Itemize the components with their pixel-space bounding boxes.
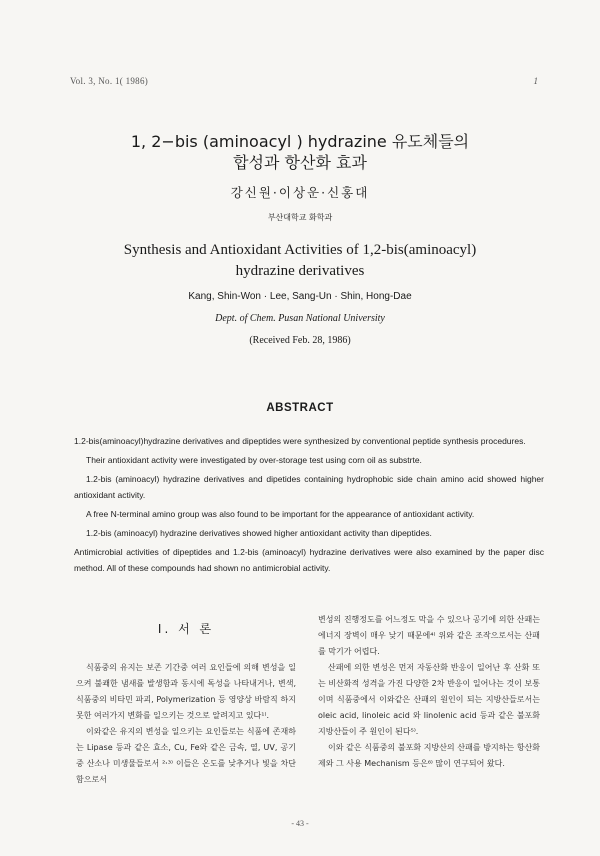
abstract-body <box>74 433 544 579</box>
english-authors: Kang, Shin-Won · Lee, Sang-Un · Shin, Hong-Dae <box>188 291 412 302</box>
english-title <box>0 240 600 282</box>
abstract-paragraph: A free N-terminal amino group was also found to be important for the appearance of antioxidant activity. <box>86 509 475 519</box>
english-title-line1: Synthesis and Antioxidant Activities of 1,2-bis(aminoacyl) <box>123 242 477 258</box>
body-paragraph: 이와 같은 식품중의 불포화 지방산의 산패를 방지하는 항산화제와 그 사용 Mechanism 등은⁶⁾ 많이 연구되어 왔다. <box>318 743 540 768</box>
journal-issue: Vol. 3, No. 1( 1986) <box>70 76 149 86</box>
abstract-paragraph: 1.2-bis (aminoacyl) hydrazine derivatives and dipetides containing hydrophobic side chain amino acid showed higher antioxidant activity. <box>74 474 544 500</box>
section-heading-introduction: I. 서 론 <box>157 622 215 636</box>
body-left-column <box>76 660 296 788</box>
page-footer: - 43 - <box>291 819 309 828</box>
body-paragraph: 변성의 진행정도를 어느정도 막을 수 있으나 공기에 의한 산패는 에너지 장벽이 매우 낮기 때문에⁴⁾ 위와 같은 조작으로서는 산패를 막기가 어렵다. <box>318 615 540 656</box>
received-date: (Received Feb. 28, 1986) <box>249 335 351 346</box>
english-title-line2: hydrazine derivatives <box>235 263 365 279</box>
abstract-paragraph: 1.2-bis(aminoacyl)hydrazine derivatives and dipeptides were synthesized by conventional peptide synthesis procedures. <box>74 436 526 446</box>
page-number: 1 <box>533 76 538 86</box>
korean-authors: 강신원·이상운·신홍대 <box>230 185 370 200</box>
body-right-column <box>318 612 540 772</box>
abstract-heading: ABSTRACT <box>266 402 334 414</box>
english-affiliation: Dept. of Chem. Pusan National University <box>215 313 385 324</box>
body-paragraph: 식품중의 유지는 보존 기간중 여러 요인들에 의해 변성을 일으켜 불쾌한 냄새를 발생함과 동시에 독성을 나타내거나, 변색, 식품중의 비타민 파괴, Polymerization 등 영양상 바람직 하지 못한 여러가지 변화를 일으키는 것으로 알려지고 있다¹⁾. <box>76 663 296 720</box>
korean-affiliation: 부산대학교 화학과 <box>267 213 333 222</box>
body-paragraph: 산패에 의한 변성은 먼저 자동산화 반응이 일어난 후 산화 또는 비산화적 성격을 가진 다양한 2차 반응이 일어나는 것이 보통이며 식품중에서 이와같은 산패의 원인이 되는 지방산들로서는 oleic acid, linoleic acid 와 linolenic acid 등과 같은 불포화 지방산들이 주 원인이 된다⁵⁾. <box>318 663 540 736</box>
abstract-paragraph: Antimicrobial activities of dipeptides and 1.2-bis (aminoacyl) hydrazine derivatives were also examined by the paper disc method. All of these compounds had shown no antimicrobial activity. <box>74 547 544 573</box>
korean-title <box>0 131 600 173</box>
korean-title-line2: 합성과 항산화 효과 <box>233 153 367 172</box>
korean-title-line1: 1, 2−bis (aminoacyl ) hydrazine 유도체들의 <box>130 132 470 151</box>
body-paragraph: 이와같은 유지의 변성을 일으키는 요인들로는 식품에 존재하는 Lipase 등과 같은 효소, Cu, Fe와 같은 금속, 열, UV, 공기중 산소나 미생물들로서 ²˒³⁾ 이들은 온도를 낮추거나 빛을 차단함으로서 <box>76 727 296 784</box>
abstract-paragraph: Their antioxidant activity were investigated by over-storage test using corn oil as substrte. <box>86 455 422 465</box>
abstract-paragraph: 1.2-bis (aminoacyl) hydrazine derivatives showed higher antioxidant activity than dipeptides. <box>86 528 432 538</box>
